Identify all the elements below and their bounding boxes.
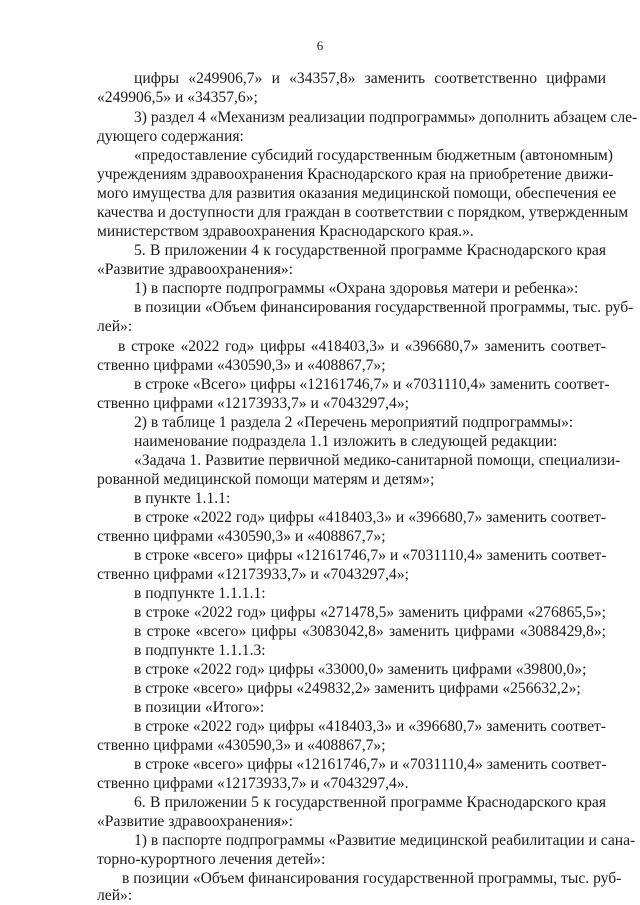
text-line: в строке «всего» цифры «3083042,8» заменить цифрами «3088429,8»; — [134, 623, 606, 640]
text-line: цифры «249906,7» и «34357,8» заменить соответственно цифрами — [134, 70, 606, 87]
text-line: в позиции «Объем финансирования государственной программы, тыс. руб- — [134, 299, 634, 316]
text-line: 1) в паспорте подпрограммы «Развитие медицинской реабилитации и сана- — [134, 832, 636, 849]
text-line: рованной медицинской помощи матерям и детям»; — [97, 471, 435, 488]
text-line: министерством здравоохранения Краснодарского края.». — [97, 223, 474, 240]
text-line: в строке «2022 год» цифры «418403,3» и «396680,7» заменить соответ- — [134, 509, 606, 526]
text-line: в строке «всего» цифры «12161746,7» и «7031110,4» заменить соответ- — [134, 756, 607, 773]
text-line: наименование подраздела 1.1 изложить в следующей редакции: — [134, 433, 558, 450]
text-line: в пункте 1.1.1: — [134, 490, 231, 507]
text-line: в строке «всего» цифры «12161746,7» и «7031110,4» заменить соответ- — [134, 547, 607, 564]
text-line: в строке «2022 год» цифры «271478,5» заменить цифрами «276865,5»; — [134, 604, 606, 621]
text-line: лей»: — [97, 318, 133, 335]
text-line: ственно цифрами «430590,3» и «408867,7»; — [97, 357, 386, 374]
text-line: «предоставление субсидий государственным бюджетным (автономным) — [134, 147, 613, 164]
text-line: в строке «Всего» цифры «12161746,7» и «7031110,4» заменить соответ- — [134, 376, 610, 393]
text-line: 6. В приложении 5 к государственной программе Краснодарского края — [134, 794, 606, 811]
text-line: «249906,5» и «34357,6»; — [97, 89, 258, 106]
text-line: в подпункте 1.1.1.3: — [134, 642, 266, 659]
text-line: в позиции «Итого»: — [134, 699, 265, 716]
text-line: мого имущества для развития оказания медицинской помощи, обеспечения ее — [97, 185, 617, 202]
page-number: 6 — [316, 38, 324, 53]
text-line: 5. В приложении 4 к государственной программе Краснодарского края — [134, 242, 606, 259]
text-line: ственно цифрами «430590,3» и «408867,7»; — [97, 737, 386, 754]
text-line: в позиции «Объем финансирования государственной программы, тыс. руб- — [122, 870, 622, 887]
text-line: в строке «2022 год» цифры «33000,0» заменить цифрами «39800,0»; — [134, 661, 587, 678]
text-line: ственно цифрами «430590,3» и «408867,7»; — [97, 528, 386, 545]
text-line: лей»: — [97, 887, 133, 904]
text-line: учреждениям здравоохранения Краснодарского края на приобретение движи- — [97, 166, 614, 183]
text-line: «Развитие здравоохранения»: — [97, 261, 294, 278]
text-line: дующего содержания: — [97, 128, 244, 145]
text-line: в строке «2022 год» цифры «418403,3» и «396680,7» заменить соответ- — [118, 338, 606, 355]
text-line: 1) в паспорте подпрограммы «Охрана здоровья матери и ребенка»: — [134, 280, 579, 297]
text-line: 2) в таблице 1 раздела 2 «Перечень мероприятий подпрограммы»: — [134, 414, 574, 431]
text-line: ственно цифрами «12173933,7» и «7043297,4». — [97, 775, 409, 792]
text-line: в строке «всего» цифры «249832,2» заменить цифрами «256632,2»; — [134, 680, 581, 697]
text-line: ственно цифрами «12173933,7» и «7043297,4»; — [97, 566, 409, 583]
text-line: качества и доступности для граждан в соответствии с порядком, утвержденным — [97, 204, 629, 221]
text-line: в подпункте 1.1.1.1: — [134, 585, 266, 602]
text-line: торно-курортного лечения детей»: — [97, 851, 326, 868]
text-line: «Развитие здравоохранения»: — [97, 813, 294, 830]
text-line: в строке «2022 год» цифры «418403,3» и «396680,7» заменить соответ- — [134, 718, 606, 735]
text-line: ственно цифрами «12173933,7» и «7043297,4»; — [97, 395, 409, 412]
text-line: 3) раздел 4 «Механизм реализации подпрограммы» дополнить абзацем сле- — [134, 109, 638, 126]
text-line: «Задача 1. Развитие первичной медико-санитарной помощи, специализи- — [134, 452, 621, 469]
